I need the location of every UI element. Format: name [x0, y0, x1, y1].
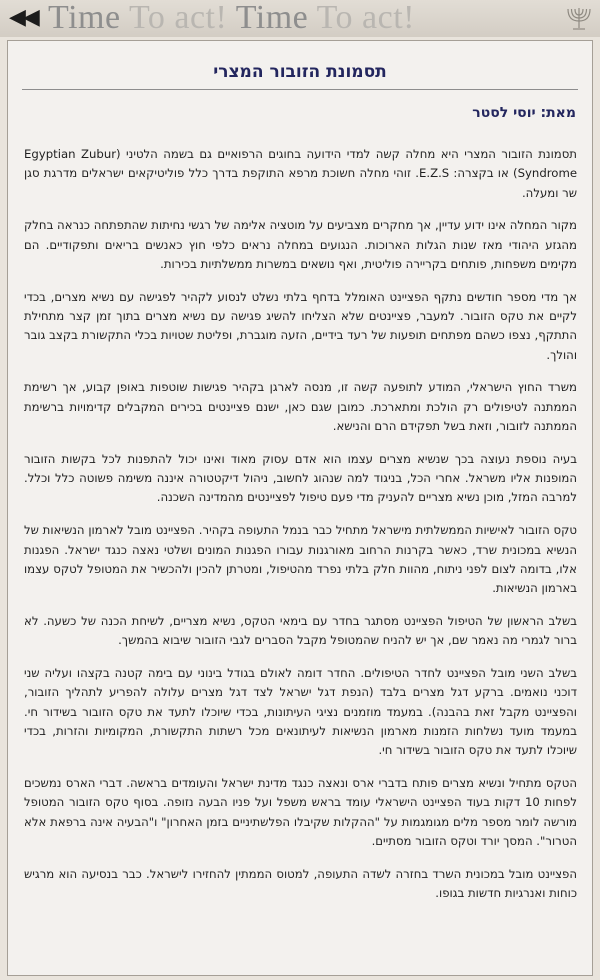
article-paragraph: הפציינט מובל במכונית השרד בחזרה לשדה התעופה, למטוס הממתין להחזירו לישראל. כבר בנסיעה הוא מרגיש כוחות ואנרגיות חדשות בגופו. [24, 866, 577, 900]
article-paragraph: אך מדי מספר חודשים נתקף הפציינט האומלל בדחף בלתי נשלט לנסוע לקהיר לפגישה עם נשיא מצרים, בכדי לקיים את טקס הזובור. למעבר, פציינטים שלא הצליחו להשיג פגישה עם נשיא מצרים בתוך זמן קצר מתחילת התתקף, נצפו כשהם מפתחים תופעות של רעד בידיים, הזעה מוגברת, ופליטת שטויות בכלי התקשורת בקצב גובר והולך. [24, 289, 577, 362]
article-paragraph: בשלב השני מובל הפציינט לחדר הטיפולים. החדר דומה לאולם בגודל בינוני עם בימה קטנה בקצהו ועליה שני דוכני נואמים. ברקע דגל מצרים בלבד (הנפת דגל ישראל לצד דגל מצרים עלולה להפריע לתהליך הזובור, והפציינט מקבל זאת בהבנה). במעמד מוזמנים נציגי העיתונות, בכדי שיוכלו לתעד את טקס הזובור בשידור חי. במעמד מועד נשלחות הזמנות מארמון הנשיאות לעיתונאים מכל רשתות התקשורת, המקומיות והזרות, בכדי שיוכלו לתעד את טקס הזובור בשידור חי. [24, 666, 577, 758]
article-title: תסמונת הזובור המצרי [213, 62, 387, 82]
article-paragraph: טקס הזובור לאישיות הממשלתית מישראל מתחיל כבר בנמל התעופה בקהיר. הפציינט מובל לארמון הנשיאות של הנשיא במכונית שרד, כאשר בקרנות הרחוב מאורגנות עבורו הפגנות המונים ושלטי נאצה כנגד ישראל. הפגנות אלו, בדומה לצום לפני ניתוח, מהוות חלק בלתי נפרד מהטיפול, ומטרתן להכין ולהכשיר את המטופל לטקס עצמו בארמון הנשיאות. [24, 523, 577, 596]
header-banner [0, 0, 600, 37]
banner-segment-2: To act! [128, 0, 236, 36]
article-paragraph: מקור המחלה אינו ידוע עדיין, אך מחקרים מצביעים על מוטציה אלימה של רגשי נחיתות שהתפתחה כנראה בחלק מהגזע היהודי מאז שנות הגלות הארוכות. הנגועים במחלה נראים כלפי חוץ כאנשים בריאים ותפקודיים. הם מקימים משפחות, פותחים בקריירה פוליטית, ואף נושאים במשרות ממשלתיות בכירות. [24, 218, 577, 271]
banner-segment-1: Time [48, 0, 129, 36]
rewind-icon[interactable]: ◀◀ [9, 5, 37, 30]
title-divider [22, 89, 578, 90]
article-paragraph: תסמונת הזובור המצרי היא מחלה קשה למדי הידועה בחוגים הרפואיים גם בשמה הלטיני (Egyptian Zubur Syndrome) או בקצרה: E.Z.S. זוהי מחלה חשוכת מרפא התוקפת בדרך כלל פוליטיקאים ישראלים מדרגת סגן שר ומעלה. [24, 147, 578, 200]
article-paragraph: בשלב הראשון של הטיפול הפציינט מסתגר בחדר עם בימאי הטקס, נשיא מצריים, לשיחת הכנה של כשעה. לא ברור לגמרי מה נאמר שם, אך יש להניח שהמטופל מקבל הסברים לגבי הזובור שיבוא בהמשך. [24, 613, 577, 648]
article-page [7, 40, 593, 976]
article-author: מאת: יוסי לסטר [472, 105, 576, 121]
banner-segment-4: To act! [316, 0, 415, 36]
article-body [24, 145, 577, 917]
article-paragraph: משרד החוץ הישראלי, המודע לתופעה קשה זו, מנסה לארגן בקהיר פגישות שוטפות באופן קבוע, אך רשימת הממתנה לטיפולים רק הולכת ומתארכת. כמובן שגם כאן, ישנם פציינטים בכירים המקבלים קדימויות ברשימת הממתנה לזובור, וזאת בשל תפקידם הרם והנישא. [24, 380, 577, 434]
article-paragraph: הטקס מתחיל ונשיא מצרים פותח בדברי ארס ונאצה כנגד מדינת ישראל והעומדים בראשה. דברי הארס נמשכים לפחות 10 דקות בעוד הפציינט הישראלי עומד בראש משפל ועל פניו הבעה נזופה. בסוף טקס הזובור המטופל מורשה לומר מספר מלים מגומגמות על "ההקלות שקיבלו הפלשתיניים בזמן האחרון" ו"הבעיה אינה ברפאת אלא הטרור". המסך יורד וטקס הזובור מסתיים. [24, 776, 577, 848]
article-paragraph: בעיה נוספת נעוצה בכך שנשיא מצרים עצמו הוא אדם עסוק מאוד ואינו יכול להתפנות לכל בקשות הזובור המופנות אליו משראל. אחרי הכל, בניגוד למה שנהוג לחשוב, ניהול דיקטטורה איננה משימה פשוטה כלל וכלל. למרבה המזל, מוכן נשיא מצריים להעניק מדי פעם טיפול לפציינטים מהמדינה השכנה. [24, 451, 577, 505]
menorah-icon [564, 3, 594, 33]
banner-slogan [48, 0, 415, 36]
banner-segment-3: Time [235, 0, 317, 36]
